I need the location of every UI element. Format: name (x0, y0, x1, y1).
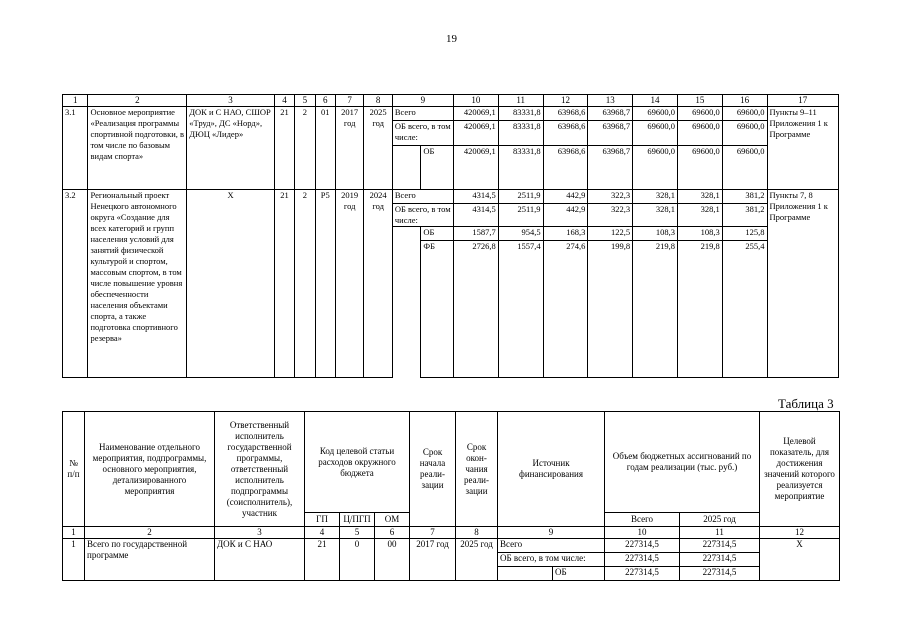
activity-name: Основное мероприятие «Реализация программы спортивной подготовки, в том числе по базовым видам спорта» (88, 107, 187, 190)
value-cell: 442,9 (543, 204, 588, 227)
column-number-row (63, 527, 840, 539)
header-2025: 2025 год (680, 513, 760, 527)
activity-name: Региональный проект Ненецкого автономного округа «Создание для всех категорий и групп населения условий для занятий физической культурой и спортом, массовым спортом, в том числе повышение уровня обеспеченности населения объектами спорта, а также подготовка спортивного резерва» (88, 190, 187, 378)
value-cell: 69600,0 (633, 146, 678, 190)
table-row (63, 107, 839, 121)
value-cell: 227314,5 (605, 539, 680, 553)
code-om: 01 (315, 107, 335, 190)
funding-sub-label: ФБ (421, 241, 454, 378)
code-gp: 21 (305, 539, 340, 581)
col-number: 7 (410, 527, 456, 539)
activity-name: Всего по государственной программе (85, 539, 215, 581)
header-end: Срок окон-чания реали-зации (456, 412, 498, 527)
col-number: 4 (305, 527, 340, 539)
value-cell: 4314,5 (453, 204, 498, 227)
value-cell: 108,3 (677, 227, 722, 241)
funding-label-empty (392, 146, 421, 190)
value-cell: 2511,9 (498, 204, 543, 227)
value-cell: 219,8 (677, 241, 722, 378)
value-cell: 328,1 (633, 204, 678, 227)
col-number: 3 (187, 95, 275, 107)
header-gp: ГП (305, 513, 340, 527)
col-number: 12 (760, 527, 840, 539)
value-cell: 69600,0 (677, 107, 722, 121)
value-cell: 69600,0 (633, 107, 678, 121)
header-code: Код целевой статьи расходов окружного бюджета (305, 412, 410, 513)
table-caption: Таблица 3 (778, 396, 834, 411)
value-cell: 1557,4 (498, 241, 543, 378)
header-volume: Объем бюджетных ассигнований по годам реализации (тыс. руб.) (605, 412, 760, 513)
value-cell: 122,5 (588, 227, 633, 241)
code-gp: 21 (274, 107, 294, 190)
value-cell: 420069,1 (453, 107, 498, 121)
col-number: 2 (88, 95, 187, 107)
code-pp: 0 (340, 539, 375, 581)
col-number: 8 (364, 95, 393, 107)
value-cell: 69600,0 (722, 146, 767, 190)
value-cell: 227314,5 (680, 539, 760, 553)
code-gp: 21 (274, 190, 294, 378)
start-year: 2017 год (335, 107, 364, 190)
col-number: 17 (767, 95, 838, 107)
col-number: 2 (85, 527, 215, 539)
value-cell: 274,6 (543, 241, 588, 378)
col-number: 7 (335, 95, 364, 107)
code-pp: 2 (295, 190, 315, 378)
value-cell: 328,1 (633, 190, 678, 204)
value-cell: 83331,8 (498, 146, 543, 190)
col-number: 6 (375, 527, 410, 539)
end-year: 2024 год (364, 190, 393, 378)
value-cell: 4314,5 (453, 190, 498, 204)
col-number: 10 (605, 527, 680, 539)
value-cell: 2726,8 (453, 241, 498, 378)
col-number: 4 (274, 95, 294, 107)
funding-label: Всего (392, 190, 453, 204)
value-cell: 125,8 (722, 227, 767, 241)
indicator: X (760, 539, 840, 581)
col-number: 12 (543, 95, 588, 107)
table-row (63, 539, 840, 553)
executor: X (187, 190, 275, 378)
header-pp: Ц/ПГП (340, 513, 375, 527)
value-cell: 108,3 (633, 227, 678, 241)
indicator: Пункты 7, 8 Приложения 1 к Программе (767, 190, 838, 378)
end-year: 2025 год (364, 107, 393, 190)
value-cell: 63968,7 (588, 146, 633, 190)
value-cell: 63968,6 (543, 107, 588, 121)
value-cell: 420069,1 (453, 146, 498, 190)
value-cell: 63968,7 (588, 107, 633, 121)
value-cell: 69600,0 (722, 107, 767, 121)
value-cell: 227314,5 (680, 553, 760, 567)
header-executor: Ответственный исполнитель государственной программы, ответственный исполнитель подпрограммы (соисполнитель), участник (215, 412, 305, 527)
header-row (63, 412, 840, 513)
col-number: 16 (722, 95, 767, 107)
row-number: 3.2 (63, 190, 88, 378)
header-start: Срок начала реали-зации (410, 412, 456, 527)
value-cell: 2511,9 (498, 190, 543, 204)
indicator: Пункты 9–11 Приложения 1 к Программе (767, 107, 838, 190)
column-number-row (63, 95, 839, 107)
executor: ДОК и С НАО, СШОР «Труд», ДС «Норд», ДЮЦ «Лидер» (187, 107, 275, 190)
header-name: Наименование отдельного мероприятия, подпрограммы, основного мероприятия, детализированного мероприятия (85, 412, 215, 527)
start-year: 2019 год (335, 190, 364, 378)
end-year: 2025 год (456, 539, 498, 581)
col-number: 9 (498, 527, 605, 539)
value-cell: 227314,5 (605, 553, 680, 567)
funding-label: ОБ всего, в том числе: (392, 204, 453, 227)
funding-label: ОБ всего, в том числе: (498, 553, 605, 567)
header-source: Источник финансирования (498, 412, 605, 527)
row-number: 3.1 (63, 107, 88, 190)
funding-sub-label: ОБ (421, 146, 454, 190)
value-cell: 63968,6 (543, 146, 588, 190)
value-cell: 83331,8 (498, 121, 543, 146)
funding-label: Всего (392, 107, 453, 121)
col-number: 6 (315, 95, 335, 107)
value-cell: 63968,6 (543, 121, 588, 146)
col-number: 15 (677, 95, 722, 107)
row-number: 1 (63, 539, 85, 581)
header-num: № п/п (63, 412, 85, 527)
value-cell: 328,1 (677, 204, 722, 227)
value-cell: 227314,5 (680, 567, 760, 581)
funding-label-empty (392, 227, 421, 378)
value-cell: 83331,8 (498, 107, 543, 121)
header-om: ОМ (375, 513, 410, 527)
value-cell: 199,8 (588, 241, 633, 378)
budget-table-3 (62, 411, 840, 581)
col-number: 5 (340, 527, 375, 539)
value-cell: 322,3 (588, 204, 633, 227)
value-cell: 63968,7 (588, 121, 633, 146)
value-cell: 69600,0 (677, 146, 722, 190)
value-cell: 1587,7 (453, 227, 498, 241)
table-row (63, 190, 839, 204)
col-number: 1 (63, 527, 85, 539)
value-cell: 69600,0 (633, 121, 678, 146)
header-indicator: Целевой показатель, для достижения значений которого реализуется мероприятие (760, 412, 840, 527)
code-pp: 2 (295, 107, 315, 190)
col-number: 14 (633, 95, 678, 107)
value-cell: 227314,5 (605, 567, 680, 581)
value-cell: 328,1 (677, 190, 722, 204)
value-cell: 420069,1 (453, 121, 498, 146)
col-number: 8 (456, 527, 498, 539)
value-cell: 322,3 (588, 190, 633, 204)
header-total: Всего (605, 513, 680, 527)
value-cell: 69600,0 (677, 121, 722, 146)
value-cell: 954,5 (498, 227, 543, 241)
budget-table-continuation (62, 94, 839, 378)
value-cell: 442,9 (543, 190, 588, 204)
value-cell: 168,3 (543, 227, 588, 241)
code-om: P5 (315, 190, 335, 378)
col-number: 13 (588, 95, 633, 107)
col-number: 10 (453, 95, 498, 107)
value-cell: 219,8 (633, 241, 678, 378)
code-om: 00 (375, 539, 410, 581)
funding-label: ОБ всего, в том числе: (392, 121, 453, 146)
col-number: 1 (63, 95, 88, 107)
col-number: 11 (498, 95, 543, 107)
funding-sub-label: ОБ (421, 227, 454, 241)
value-cell: 381,2 (722, 204, 767, 227)
col-number: 3 (215, 527, 305, 539)
col-number: 5 (295, 95, 315, 107)
page-number: 19 (446, 33, 457, 45)
funding-sub-label: ОБ (553, 567, 605, 581)
value-cell: 69600,0 (722, 121, 767, 146)
start-year: 2017 год (410, 539, 456, 581)
value-cell: 255,4 (722, 241, 767, 378)
executor: ДОК и С НАО (215, 539, 305, 581)
funding-label: Всего (498, 539, 605, 553)
col-number: 11 (680, 527, 760, 539)
col-number: 9 (392, 95, 453, 107)
value-cell: 381,2 (722, 190, 767, 204)
funding-label-empty (498, 567, 553, 581)
